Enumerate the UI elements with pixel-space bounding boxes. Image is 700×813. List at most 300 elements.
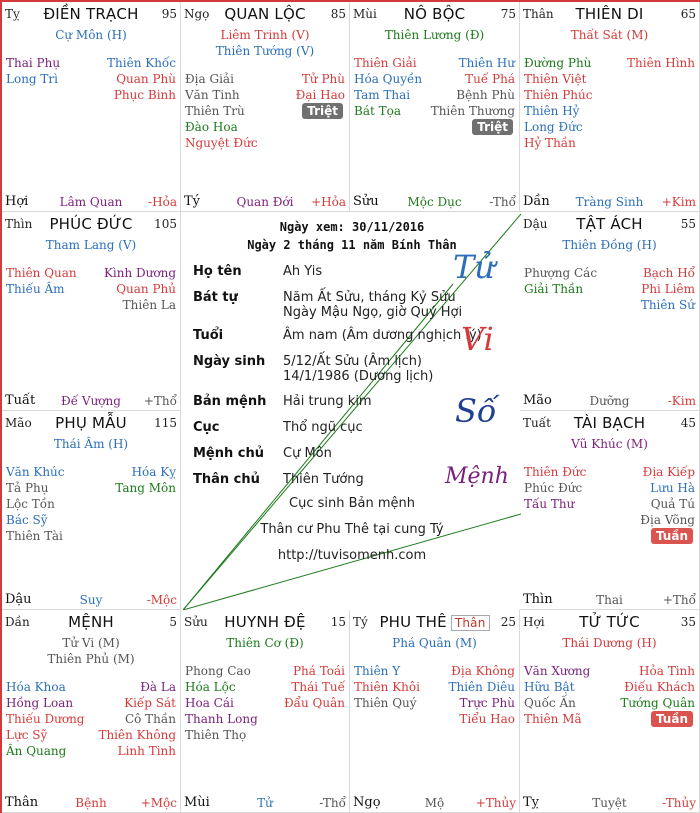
star-right: Phục Binh [113, 88, 176, 102]
palace-branch: Sửu [184, 615, 208, 629]
star-right: Tử Phù [301, 72, 345, 86]
star-row [354, 56, 515, 72]
palace-phu-the[interactable] [350, 610, 520, 813]
palace-tai-bach[interactable] [520, 411, 700, 610]
star-left: Long Trì [6, 72, 58, 86]
star-row [6, 56, 176, 72]
palace-branch: Thân [523, 7, 554, 21]
star-right: Bạch Hổ [642, 266, 695, 280]
star-left: Thiên Khôi [354, 680, 420, 694]
star-left: Giải Thần [524, 282, 584, 296]
palace-footer [184, 193, 346, 209]
palace-quan-loc[interactable] [181, 2, 350, 212]
star-left: Thiên Quý [354, 696, 417, 710]
star-row [524, 88, 695, 104]
note-than: Thân cư Phu Thê tại cung Tý [260, 522, 444, 537]
footer-branch: Thìn [523, 592, 553, 607]
footer-element: -Thổ [489, 195, 516, 209]
star-right: Thiên Sứ [640, 298, 695, 312]
footer-branch: Sửu [353, 194, 379, 209]
star-row [185, 680, 345, 696]
palace-name [5, 215, 177, 233]
star-left: Tấu Thư [524, 497, 575, 511]
palace-name-text: PHÚC ĐỨC [49, 215, 133, 233]
star-left: Hỷ Thần [524, 136, 576, 150]
footer-element: +Hỏa [311, 195, 346, 209]
field-value [283, 472, 364, 487]
palace-header [523, 414, 696, 434]
star-row [6, 282, 176, 298]
palace-branch: Thìn [5, 217, 33, 231]
star-left: Hữu Bật [524, 680, 575, 694]
star-row [6, 728, 176, 744]
star-left: Quốc Ấn [524, 696, 576, 710]
palace-name-text: NÔ BỘC [403, 5, 466, 23]
star-left: Long Đức [524, 120, 583, 134]
star-row [6, 696, 176, 712]
palace-age: 55 [680, 217, 696, 231]
palace-header [523, 613, 696, 633]
field-value [283, 328, 482, 343]
field-label: Thân chủ [193, 472, 260, 487]
star-left: Thiên Phúc [524, 88, 593, 102]
footer-branch: Hợi [5, 194, 29, 209]
palace-footer [523, 591, 696, 607]
star-right: Kình Dương [103, 266, 176, 280]
star-left: Tam Thai [354, 88, 411, 102]
footer-branch: Mão [523, 393, 552, 408]
palace-header [523, 215, 696, 235]
star-left: Thanh Long [185, 712, 258, 726]
star-row [185, 136, 345, 152]
logo-glyph: Mệnh [445, 464, 509, 489]
footer-branch: Dần [523, 194, 550, 209]
star-right: Đà La [140, 680, 176, 694]
field-value-line: Âm nam (Âm dương nghịch lý) [283, 328, 482, 343]
star-right: Kiếp Sát [124, 696, 176, 710]
palace-name-text: TẬT ÁCH [576, 215, 643, 233]
palace-footer [5, 794, 177, 810]
field-value [283, 446, 332, 461]
field-value-line: Thiên Tướng [283, 472, 364, 487]
field-label: Họ tên [193, 264, 242, 279]
star-row [6, 744, 176, 760]
palace-huynh-de[interactable] [181, 610, 350, 813]
star-right: Hỏa Tinh [639, 664, 695, 678]
note-cuc: Cục sinh Bản mệnh [289, 496, 415, 511]
star-left: Thiếu Âm [6, 282, 65, 296]
field-value-line: 5/12/Ất Sửu (Âm lịch) [283, 354, 423, 369]
footer-element: +Kim [661, 195, 696, 209]
main-star: Tham Lang (V) [45, 238, 137, 252]
star-left: Thiên Tài [6, 529, 63, 543]
footer-stage: Tuyệt [592, 796, 627, 810]
star-row [524, 664, 695, 680]
footer-element: -Kim [667, 394, 696, 408]
star-right: Cô Thần [124, 712, 176, 726]
palace-branch: Dần [5, 615, 30, 629]
field-value-line: Ngày Mậu Ngọ, giờ Quý Hợi [283, 305, 463, 320]
palace-branch: Mùi [353, 7, 377, 21]
footer-element: -Thủy [662, 796, 696, 810]
palace-branch: Ngọ [184, 7, 210, 21]
palace-header [184, 5, 346, 25]
star-left: Lực Sỹ [6, 728, 48, 742]
palace-footer [5, 392, 177, 408]
field-value-line: Thổ ngũ cục [283, 420, 363, 435]
main-star: Thiên Tướng (V) [215, 44, 315, 58]
palace-age: 115 [154, 416, 177, 430]
star-row [524, 497, 695, 513]
palace-footer [5, 591, 177, 607]
palace-menh[interactable] [2, 610, 181, 813]
star-left: Hồng Loan [6, 696, 74, 710]
field-label: Ngày sinh [193, 354, 266, 369]
main-star: Thiên Lương (Đ) [384, 28, 485, 42]
star-right: Quan Phù [116, 72, 176, 86]
star-left: Thiên Việt [524, 72, 587, 86]
star-row [6, 266, 176, 282]
main-star: Phá Quân (M) [392, 636, 477, 650]
star-row [354, 88, 515, 104]
lunar-date: Ngày 2 tháng 11 năm Bính Thân [247, 238, 457, 252]
star-row [185, 664, 345, 680]
footer-branch: Mùi [184, 795, 210, 810]
palace-header [184, 613, 346, 633]
star-left: Thai Phụ [6, 56, 61, 70]
footer-branch: Tý [184, 194, 201, 209]
main-star: Thiên Cơ (Đ) [226, 636, 304, 650]
star-row [6, 529, 176, 545]
star-right: Tang Môn [115, 481, 176, 495]
footer-branch: Tỵ [523, 795, 540, 810]
main-star: Thái Âm (H) [53, 437, 129, 451]
footer-element: +Mộc [140, 796, 177, 810]
palace-no-boc[interactable] [350, 2, 520, 212]
star-right: Phá Toái [292, 664, 345, 678]
star-row [185, 712, 345, 728]
star-left: Bác Sỹ [6, 513, 48, 527]
star-row [6, 712, 176, 728]
star-row [185, 120, 345, 136]
star-row [524, 513, 695, 529]
main-star: Thiên Đồng (H) [562, 238, 657, 252]
palace-name-text: TÀI BẠCH [573, 414, 646, 432]
badge-tuan: Tuần [651, 711, 693, 727]
star-right: Thái Tuế [291, 680, 345, 694]
star-row [524, 282, 695, 298]
star-right: Quan Phủ [116, 282, 176, 296]
footer-element: +Thủy [475, 796, 516, 810]
palace-dien-trach[interactable] [2, 2, 181, 212]
star-row [6, 298, 176, 314]
star-left: Thiên Trù [185, 104, 245, 118]
field-label: Tuổi [193, 328, 224, 343]
palace-header [353, 613, 516, 633]
palace-header [5, 5, 177, 25]
main-star: Thái Dương (H) [562, 636, 657, 650]
field-value [283, 264, 322, 279]
logo-glyph: Tử [453, 248, 495, 286]
palace-name [523, 613, 696, 631]
footer-stage: Tử [257, 796, 273, 810]
palace-age: 65 [680, 7, 696, 21]
field-value-line: Năm Ất Sửu, tháng Kỷ Sửu [283, 290, 456, 305]
star-left: Thiên Đức [524, 465, 587, 479]
footer-element: -Mộc [146, 593, 177, 607]
palace-age: 5 [169, 615, 177, 629]
star-left: Thiên Thọ [185, 728, 247, 742]
footer-stage: Tràng Sinh [575, 195, 644, 209]
star-row [6, 680, 176, 696]
star-row [6, 72, 176, 88]
palace-header [523, 5, 696, 25]
star-row [354, 680, 515, 696]
star-left: Thiên Mã [524, 712, 582, 726]
footer-stage: Thai [596, 593, 623, 607]
palace-branch: Dậu [523, 217, 548, 231]
star-row [6, 497, 176, 513]
palace-branch: Tý [353, 615, 368, 629]
palace-footer [5, 193, 177, 209]
star-row [354, 72, 515, 88]
star-left: Hóa Lộc [185, 680, 236, 694]
star-right: Thiên La [122, 298, 176, 312]
palace-branch: Tuất [523, 416, 551, 430]
palace-age: 25 [500, 615, 516, 629]
star-row [524, 72, 695, 88]
palace-branch: Mão [5, 416, 32, 430]
palace-name [523, 5, 696, 23]
star-left: Ân Quang [6, 744, 67, 758]
star-left: Hóa Quyền [354, 72, 423, 86]
star-left: Văn Khúc [6, 465, 65, 479]
palace-name [184, 5, 346, 23]
footer-branch: Thân [5, 795, 39, 810]
footer-stage: Suy [79, 593, 103, 607]
field-label: Bát tự [193, 290, 238, 305]
star-row [524, 136, 695, 152]
star-right: Lưu Hà [650, 481, 695, 495]
palace-name-text: PHỤ MẪU [55, 414, 127, 432]
field-label: Cục [193, 420, 220, 435]
star-left: Tả Phụ [6, 481, 49, 495]
star-row [6, 481, 176, 497]
star-left: Đào Hoa [185, 120, 238, 134]
star-row [354, 712, 515, 728]
palace-phu-mau[interactable] [2, 411, 181, 610]
star-row [185, 88, 345, 104]
star-right: Thiên Khốc [107, 56, 176, 70]
footer-branch: Tuất [5, 393, 36, 408]
footer-stage: Mộ [424, 796, 445, 810]
star-row [185, 72, 345, 88]
field-label: Mệnh chủ [193, 446, 265, 461]
main-star: Vũ Khúc (M) [571, 437, 648, 451]
star-row [524, 481, 695, 497]
star-left: Văn Tinh [185, 88, 240, 102]
website-link[interactable]: http://tuvisomenh.com [277, 548, 427, 563]
star-row [185, 728, 345, 744]
main-star: Liêm Trinh (V) [220, 28, 310, 42]
palace-name-text: TỬ TỨC [579, 613, 640, 631]
palace-age: 75 [500, 7, 516, 21]
star-row [524, 680, 695, 696]
palace-name [184, 613, 346, 631]
main-star: Thiên Phủ (M) [47, 652, 135, 666]
star-left: Văn Xương [524, 664, 591, 678]
star-left: Hoa Cái [185, 696, 234, 710]
star-right: Tướng Quân [620, 696, 695, 710]
palace-header [5, 215, 177, 235]
star-row [524, 266, 695, 282]
main-star: Tử Vi (M) [62, 636, 120, 650]
badge-tuan: Tuần [651, 528, 693, 544]
star-left: Đường Phù [524, 56, 592, 70]
star-row [354, 104, 515, 120]
footer-branch: Dậu [5, 592, 32, 607]
palace-footer [523, 193, 696, 209]
star-right: Tiểu Hao [459, 712, 515, 726]
star-row [524, 120, 695, 136]
palace-branch: Hợi [523, 615, 545, 629]
footer-stage: Mộc Dục [407, 195, 462, 209]
palace-name-text: MỆNH [68, 613, 114, 631]
star-row [354, 696, 515, 712]
field-value [283, 420, 363, 435]
star-right: Bệnh Phù [456, 88, 515, 102]
star-row [6, 88, 176, 104]
palace-branch: Tỵ [5, 7, 20, 21]
star-right: Thiên Hình [627, 56, 695, 70]
star-row [524, 298, 695, 314]
field-value-line: Ah Yis [283, 264, 323, 279]
palace-age: 105 [154, 217, 177, 231]
star-right: Tuế Phá [465, 72, 515, 86]
star-right: Thiên Không [98, 728, 176, 742]
palace-name [5, 414, 177, 432]
field-label: Bản mệnh [193, 394, 267, 409]
palace-tat-ach[interactable] [520, 212, 700, 411]
field-value-line: 14/1/1986 (Dương lịch) [283, 369, 434, 384]
footer-stage: Bệnh [75, 796, 107, 810]
star-left: Phượng Các [524, 266, 598, 280]
palace-age: 45 [680, 416, 696, 430]
logo-glyph: Số [455, 392, 497, 430]
star-right: Địa Không [451, 664, 515, 678]
palace-age: 85 [330, 7, 346, 21]
star-right: Trực Phù [459, 696, 515, 710]
palace-name [5, 5, 177, 23]
palace-name [353, 5, 516, 23]
palace-name-text: PHU THÊ [379, 613, 447, 631]
star-left: Thiên Quan [6, 266, 77, 280]
field-value-line: Hải trung kim [283, 394, 372, 409]
palace-header [5, 613, 177, 633]
star-left: Lộc Tồn [6, 497, 55, 511]
star-row [524, 696, 695, 712]
star-right: Địa Võng [640, 513, 695, 527]
main-star: Thất Sát (M) [570, 28, 649, 42]
than-badge: Thân [451, 615, 490, 631]
star-row [6, 465, 176, 481]
footer-branch: Ngọ [353, 795, 381, 810]
star-left: Thiên Hỷ [524, 104, 580, 118]
palace-footer [523, 794, 696, 810]
star-left: Thiếu Dương [6, 712, 85, 726]
star-row [524, 104, 695, 120]
footer-stage: Đế Vượng [61, 394, 121, 408]
palace-header [5, 414, 177, 434]
star-left: Nguyệt Đức [185, 136, 258, 150]
palace-footer [353, 193, 516, 209]
badge-triet: Triệt [302, 103, 343, 119]
star-row [524, 56, 695, 72]
star-left: Địa Giải [185, 72, 234, 86]
star-right: Địa Kiếp [642, 465, 695, 479]
star-left: Thiên Y [354, 664, 401, 678]
badge-triet: Triệt [472, 119, 513, 135]
palace-name [5, 613, 177, 631]
palace-name-text: QUAN LỘC [224, 5, 306, 23]
field-value [283, 394, 372, 409]
footer-element: +Thổ [662, 593, 696, 607]
palace-age: 35 [680, 615, 696, 629]
palace-name [353, 613, 516, 631]
palace-name [523, 215, 696, 233]
palace-footer [353, 794, 516, 810]
star-right: Đẩu Quân [283, 696, 345, 710]
footer-stage: Quan Đới [236, 195, 294, 209]
star-row [524, 465, 695, 481]
palace-phuc-duc[interactable] [2, 212, 181, 411]
palace-thien-di[interactable] [520, 2, 700, 212]
footer-element: +Thổ [143, 394, 177, 408]
star-left: Bát Tọa [354, 104, 401, 118]
star-left: Thiên Giải [354, 56, 417, 70]
main-star: Cự Môn (H) [55, 28, 127, 42]
logo-glyph: Vi [461, 320, 494, 358]
palace-header [353, 5, 516, 25]
footer-stage: Lâm Quan [59, 195, 123, 209]
star-right: Hóa Kỵ [131, 465, 176, 479]
palace-age: 95 [161, 7, 177, 21]
star-right: Quả Tú [650, 497, 695, 511]
center-info-panel [183, 214, 521, 610]
palace-name-text: ĐIỀN TRẠCH [43, 5, 139, 23]
star-row [6, 513, 176, 529]
footer-stage: Dưỡng [589, 394, 630, 408]
star-right: Phi Liêm [641, 282, 695, 296]
star-left: Phong Cao [185, 664, 251, 678]
star-right: Thiên Diêu [448, 680, 515, 694]
star-right: Điếu Khách [624, 680, 695, 694]
field-value-line: Cự Môn [283, 446, 332, 461]
field-value [283, 354, 433, 384]
palace-tu-tuc[interactable] [520, 610, 700, 813]
view-date: Ngày xem: 30/11/2016 [279, 220, 425, 234]
footer-element: -Thổ [319, 796, 346, 810]
palace-age: 15 [330, 615, 346, 629]
star-left: Hóa Khoa [6, 680, 66, 694]
star-right: Linh Tinh [117, 744, 176, 758]
field-value [283, 290, 462, 320]
palace-name-text: HUYNH ĐỆ [224, 613, 306, 631]
palace-name [523, 414, 696, 432]
star-left: Phúc Đức [524, 481, 583, 495]
star-right: Đại Hao [295, 88, 345, 102]
footer-element: -Hỏa [148, 195, 177, 209]
